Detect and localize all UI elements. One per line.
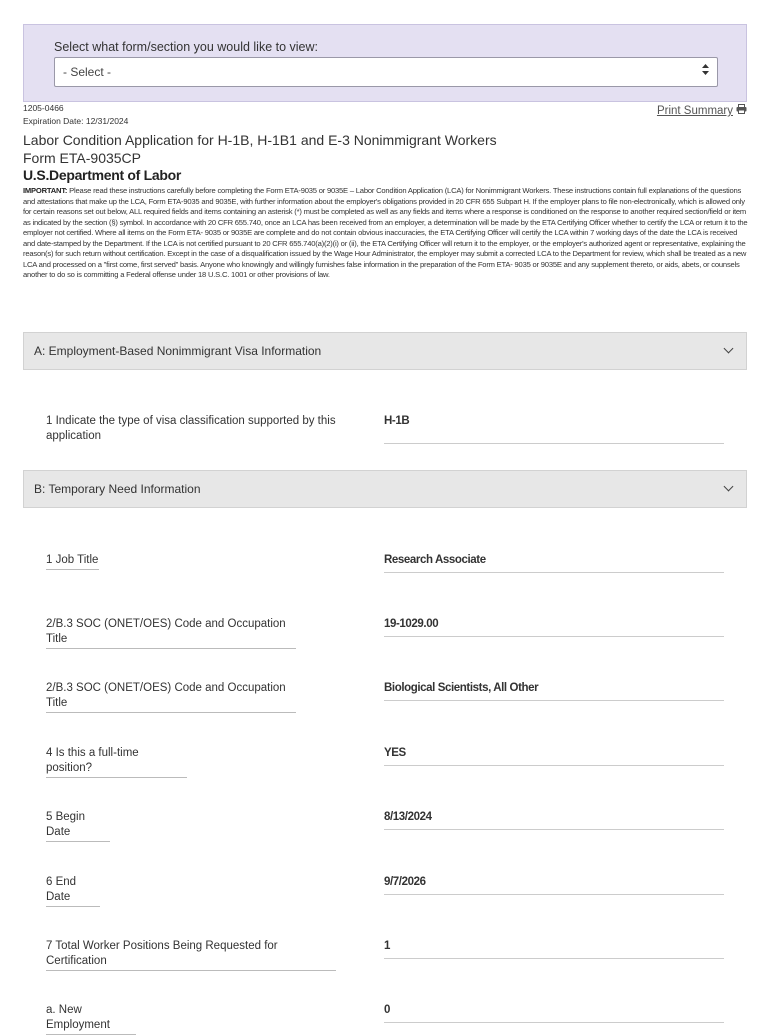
section-a-title: A: Employment-Based Nonimmigrant Visa Information [34, 344, 322, 358]
section-b-title: B: Temporary Need Information [34, 482, 201, 496]
field-label: 5 Begin Date [46, 810, 110, 842]
form-number: Form ETA-9035CP [23, 150, 141, 166]
chevron-down-icon [724, 482, 734, 492]
form-title: Labor Condition Application for H-1B, H-1B1 and E-3 Nonimmigrant Workers [23, 132, 497, 148]
form-section-select[interactable] [54, 57, 718, 87]
important-label: IMPORTANT: [23, 186, 68, 195]
field-label: 2/B.3 SOC (ONET/OES) Code and Occupation Title [46, 681, 296, 713]
select-value: - Select - [63, 65, 112, 79]
form-section-selector-panel [23, 24, 747, 102]
important-notice [23, 186, 750, 281]
field-label: 2/B.3 SOC (ONET/OES) Code and Occupation Title [46, 617, 296, 649]
field-value: 19-1029.00 [384, 617, 724, 637]
print-summary-link[interactable] [657, 104, 747, 117]
field-label: 1 Job Title [46, 553, 99, 570]
printer-icon [736, 104, 747, 117]
field-value: 9/7/2026 [384, 875, 724, 895]
field-value: Biological Scientists, All Other [384, 681, 724, 701]
selector-label: Select what form/section you would like to view: [54, 40, 319, 54]
field-value: Research Associate [384, 553, 724, 573]
field-value: 8/13/2024 [384, 810, 724, 830]
chevron-down-icon [724, 344, 734, 354]
field-label: 4 Is this a full-time position? [46, 746, 187, 778]
field-value: 0 [384, 1003, 724, 1023]
important-text: Please read these instructions carefully before completing the Form ETA-9035 or 9035E – Labor Condition Application (LCA) for Nonimmigrant Workers. These instructions contain full explanations of the questions and attestations that make up the LCA, Form ETA-9035 and 9035E, with further information about the employer's obligations provided in 20 CFR 655 Subpart H. If the employer plans to file non-electronically, which is allowed only for certain reasons set out below, ALL required fields and items containing an asterisk (*) must be completed as well as any fields and items where a response is conditioned on the response to another required section/field or item as indicated by the section (§) symbol. In accordance with 20 CFR 655.740, once an LCA has been received from an employer, a determination will be made by the ETA Certifying Officer whether to certify the LCA or return it to the employer not certified. Where all items on the Form ETA- 9035 or 9035E are complete and do not contain obvious inaccuracies, the ETA Certifying Officer will certify the LCA within 7 working days of the date the LCA is received and date-stamped by the Department. If the LCA is not certified pursuant to 20 CFR 655.740(a)(2)(i) or (ii), the ETA Certifying Officer will return it to the employer, or the employer's authorized agent or representative, explaining the reason(s) for such return without certification. Except in the case of a disqualification issued by the Wage Hour Administrator, the employer may submit a corrected LCA to the Department for review, which shall be treated as a new LCA and processed on a "first come, first served" basis. Anyone who knowingly and willingly furnishes false information in the preparation of the Form ETA- 9035 or 9035E and any supplement thereto, or aids, abets, or counsels another to do so is committing a Federal offense under 18 U.S.C. 1001 or other provisions of law. [23, 186, 748, 280]
field-value: H-1B [384, 414, 724, 444]
print-summary-label: Print Summary [656, 105, 733, 117]
select-arrows-icon [702, 64, 709, 78]
field-value: YES [384, 746, 724, 766]
expiration-date: Expiration Date: 12/31/2024 [23, 116, 129, 126]
omb-number: 1205-0466 [23, 103, 64, 113]
field-label: 7 Total Worker Positions Being Requested for Certification [46, 939, 336, 971]
section-b-header[interactable] [23, 470, 747, 508]
field-label: a. New Employment [46, 1003, 136, 1035]
section-a-header[interactable] [23, 332, 747, 370]
field-label: 6 End Date [46, 875, 100, 907]
field-value: 1 [384, 939, 724, 959]
field-label: 1 Indicate the type of visa classification supported by this application [46, 415, 336, 442]
department-name: U.S.Department of Labor [23, 167, 182, 183]
